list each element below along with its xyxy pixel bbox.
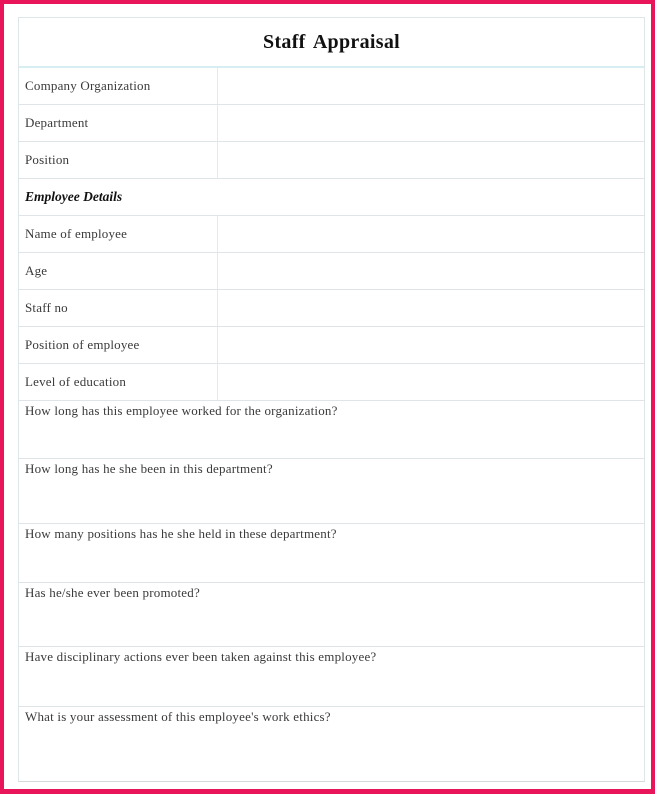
field-row-name-of-employee bbox=[19, 216, 644, 253]
field-row-position bbox=[19, 142, 644, 179]
employee-name-field[interactable] bbox=[218, 216, 644, 252]
field-label: Age bbox=[19, 253, 218, 289]
field-label: Company Organization bbox=[19, 68, 218, 104]
question-label: Has he/she ever been promoted? bbox=[25, 585, 200, 600]
company-organization-field[interactable] bbox=[218, 68, 644, 104]
form-title: Staff Appraisal bbox=[263, 30, 400, 53]
position-field[interactable] bbox=[218, 142, 644, 178]
question-label: How long has this employee worked for the organization? bbox=[25, 403, 338, 418]
staff-appraisal-form bbox=[18, 17, 645, 782]
age-field[interactable] bbox=[218, 253, 644, 289]
tenure-department-answer[interactable] bbox=[25, 477, 644, 522]
education-level-field[interactable] bbox=[218, 364, 644, 400]
question-row-promoted bbox=[19, 583, 644, 647]
question-label: Have disciplinary actions ever been taken against this employee? bbox=[25, 649, 377, 664]
disciplinary-actions-answer[interactable] bbox=[25, 665, 644, 705]
field-label: Position bbox=[19, 142, 218, 178]
tenure-organization-answer[interactable] bbox=[25, 419, 644, 457]
field-row-level-of-education bbox=[19, 364, 644, 401]
department-field[interactable] bbox=[218, 105, 644, 141]
field-label: Level of education bbox=[19, 364, 218, 400]
field-row-company-organization bbox=[19, 68, 644, 105]
question-row-disciplinary-actions bbox=[19, 647, 644, 707]
question-row-tenure-organization bbox=[19, 401, 644, 459]
section-heading: Employee Details bbox=[25, 189, 123, 204]
question-row-tenure-department bbox=[19, 459, 644, 524]
question-label: How long has he she been in this department? bbox=[25, 461, 273, 476]
field-row-staff-no bbox=[19, 290, 644, 327]
field-label: Position of employee bbox=[19, 327, 218, 363]
question-row-positions-held bbox=[19, 524, 644, 583]
field-row-position-of-employee bbox=[19, 327, 644, 364]
positions-held-answer[interactable] bbox=[25, 542, 644, 581]
field-label: Department bbox=[19, 105, 218, 141]
field-label: Name of employee bbox=[19, 216, 218, 252]
field-row-age bbox=[19, 253, 644, 290]
title-row bbox=[19, 18, 644, 68]
work-ethics-answer[interactable] bbox=[25, 725, 644, 779]
section-employee-details bbox=[19, 179, 644, 216]
question-label: What is your assessment of this employee's work ethics? bbox=[25, 709, 331, 724]
question-label: How many positions has he she held in these department? bbox=[25, 526, 337, 541]
staff-no-field[interactable] bbox=[218, 290, 644, 326]
question-row-work-ethics bbox=[19, 707, 644, 781]
employee-position-field[interactable] bbox=[218, 327, 644, 363]
promoted-answer[interactable] bbox=[25, 601, 644, 645]
field-row-department bbox=[19, 105, 644, 142]
field-label: Staff no bbox=[19, 290, 218, 326]
